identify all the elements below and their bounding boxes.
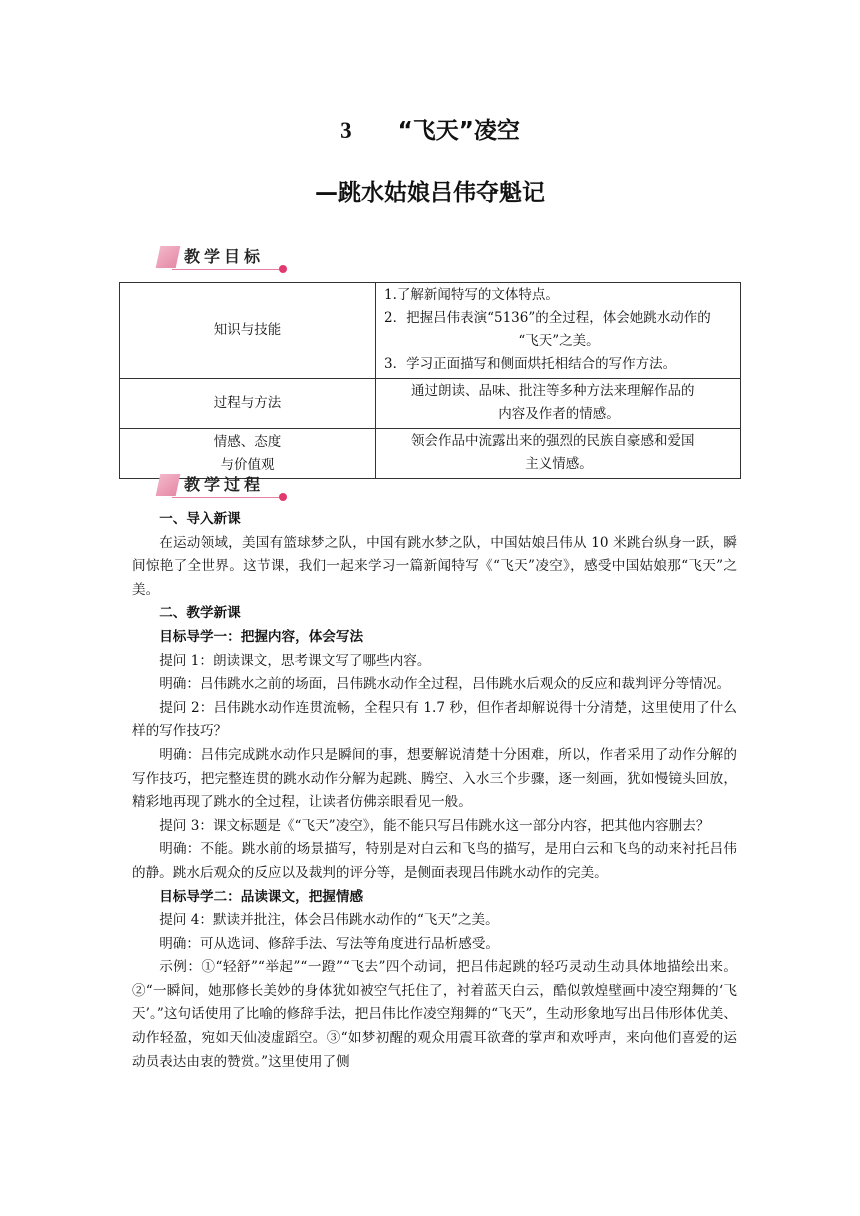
table-row	[120, 379, 741, 429]
table-line: 2．把握吕伟表演“5136”的全过程，体会她跳水动作的	[384, 310, 711, 326]
table-category-line: 与价值观	[220, 456, 275, 473]
table-line: 1.了解新闻特写的文体特点。	[384, 287, 559, 303]
heading-intro: 一、导入新课	[159, 511, 241, 527]
answer-3: 明确：不能。跳水前的场景描写，特别是对白云和飞鸟的描写，是用白云和飞鸟的动来衬托吕伟的静。跳水后观众的反应以及裁判的评分等，是侧面表现吕伟跳水动作的完美。	[132, 841, 737, 881]
table-category-cell	[120, 429, 376, 479]
section-label: 教学目标	[184, 247, 265, 266]
section-header-objectives	[158, 244, 286, 276]
table-category-line: 情感、态度	[213, 433, 282, 450]
question-3: 提问 3：课文标题是《“飞天”凌空》，能不能只写吕伟跳水这一部分内容，把其他内容删去？	[159, 817, 710, 834]
lesson-number: 3	[340, 118, 352, 143]
section-marker-icon	[156, 474, 181, 496]
table-line: 3．学习正面描写和侧面烘托相结合的写作方法。	[384, 356, 677, 372]
question-2: 提问 2：吕伟跳水动作连贯流畅，全程只有 1.7 秒，但作者却解说得十分清楚，这里使用了什么样的写作技巧？	[132, 699, 737, 740]
table-line: 领会作品中流露出来的强烈的民族自豪感和爱国	[411, 433, 695, 449]
table-content-cell	[376, 283, 741, 379]
table-category-cell: 知识与技能	[120, 283, 376, 379]
answer-1: 明确：吕伟跳水之前的场面，吕伟跳水动作全过程，吕伟跳水后观众的反应和裁判评分等情况。	[159, 676, 731, 693]
table-content-cell	[376, 379, 741, 429]
example-paragraph: 示例：①“轻舒”“举起”“一蹬”“飞去”四个动词，把吕伟起跳的轻巧灵动生动具体地描绘出来。②“一瞬间，她那修长美妙的身体犹如被空气托住了，衬着蓝天白云，酷似敦煌壁画中凌空翔舞的‘飞天’。”这句话使用了比喻的修辞手法，把吕伟比作凌空翔舞的“飞天”，生动形象地写出吕伟形体优美、动作轻盈，宛如天仙凌虚蹈空。③“如梦初醒的观众用震耳欲聋的掌声和欢呼声，来向他们喜爱的运动员表达由衷的赞赏。”这里使用了侧	[132, 959, 737, 1070]
section-underline	[172, 269, 280, 270]
heading-goal-2: 目标导学二：品读课文，把握情感	[159, 888, 364, 905]
paragraph: 在运动领域，美国有篮球梦之队，中国有跳水梦之队，中国姑娘吕伟从 10 米跳台纵身一跃，瞬间惊艳了全世界。这节课，我们一起来学习一篇新闻特写《“飞天”凌空》，感受中国姑娘那“飞天”之美。	[132, 534, 737, 598]
heading-goal-1: 目标导学一：把握内容，体会写法	[159, 628, 364, 645]
answer-2: 明确：吕伟完成跳水动作只是瞬间的事，想要解说清楚十分困难，所以，作者采用了动作分解的写作技巧，把完整连贯的跳水动作分解为起跳、腾空、入水三个步骤，逐一刻画，犹如慢镜头回放，精彩地再现了跳水的全过程，让读者仿佛亲眼看见一般。	[132, 746, 737, 811]
section-label: 教学过程	[184, 475, 265, 494]
heading-new-lesson: 二、教学新课	[159, 605, 241, 622]
question-4: 提问 4：默读并批注，体会吕伟跳水动作的“飞天”之美。	[159, 912, 499, 929]
lesson-subtitle: —跳水姑娘吕伟夺魁记	[315, 180, 545, 206]
table-line: 内容及作者的情感。	[498, 406, 620, 422]
table-content-cell	[376, 429, 741, 479]
objectives-table	[119, 282, 741, 479]
section-marker-icon	[156, 246, 181, 268]
section-dot-icon	[279, 265, 287, 273]
table-line: 主义情感。	[525, 456, 593, 472]
section-header-process	[158, 472, 286, 504]
section-dot-icon	[279, 493, 287, 501]
table-line: “飞天”之美。	[518, 333, 600, 349]
table-category-cell: 过程与方法	[120, 379, 376, 429]
lesson-body	[132, 508, 737, 1074]
question-1: 提问 1：朗读课文，思考课文写了哪些内容。	[159, 652, 431, 669]
lesson-title	[0, 112, 860, 145]
lesson-title-text: “飞天”凌空	[397, 118, 520, 144]
section-underline	[172, 497, 280, 498]
table-row	[120, 283, 741, 379]
table-row	[120, 429, 741, 479]
answer-4: 明确：可从选词、修辞手法、写法等角度进行品析感受。	[159, 935, 500, 952]
table-line: 通过朗读、品味、批注等多种方法来理解作品的	[411, 383, 695, 399]
